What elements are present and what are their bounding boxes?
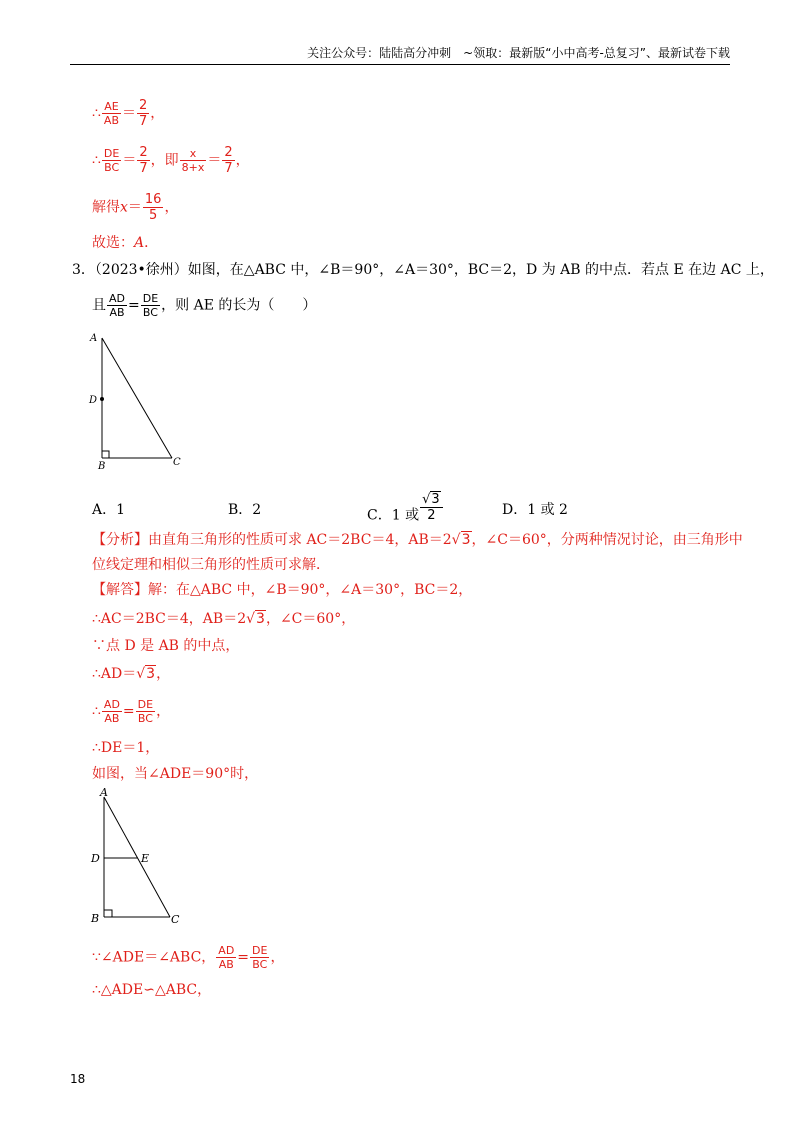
radicand: 3 (146, 666, 156, 682)
denominator: BC (252, 958, 268, 971)
solution-line-5 (92, 698, 170, 725)
numerator: 2 (224, 145, 233, 160)
solution-line-7 (92, 764, 258, 784)
numerator: AD (218, 944, 235, 957)
side-ac (102, 338, 172, 458)
answer-label: 故选： (92, 235, 134, 251)
fraction-sqrt3-2 (420, 492, 443, 523)
denominator: BC (104, 161, 120, 174)
label-b: B (91, 912, 100, 925)
numerator: DE (137, 698, 154, 711)
numerator (420, 492, 443, 508)
solution-line-4 (92, 664, 170, 684)
prev-line-1 (92, 98, 164, 129)
solution-text: ∴DE＝1， (92, 740, 160, 756)
header-text: 关注公众号：陆陆高分冲刺 ~领取：最新版“小中高考-总复习”、最新试卷下载 (307, 46, 730, 60)
label-d: D (89, 395, 98, 406)
period: ． (144, 235, 159, 251)
prev-line-2 (92, 145, 250, 176)
numerator: AE (102, 100, 121, 114)
solution-text-a: ∴AC＝2BC＝4，AB＝2 (92, 611, 247, 627)
analysis-text-c: 位线定理和相似三角形的性质可求解． (92, 557, 330, 573)
solution-line-3 (92, 636, 239, 656)
variable-x: x (120, 199, 128, 216)
numerator: x (180, 147, 207, 161)
fraction-ad-ab (107, 292, 127, 319)
numerator: 16 (144, 192, 162, 207)
fraction-ae-ab (102, 100, 121, 127)
numerator: DE (252, 944, 268, 957)
fraction-ad-ab (102, 698, 122, 725)
label-a: A (100, 786, 108, 799)
fraction-de-bc (136, 698, 155, 725)
therefore-symbol: ∴ (92, 703, 101, 720)
equals: ＝ (127, 199, 142, 216)
denominator: AB (218, 958, 234, 971)
solution-line-8 (92, 944, 284, 971)
connector-text: ，即 (150, 152, 179, 169)
denominator: AB (104, 712, 120, 725)
therefore-symbol: ∴ (92, 105, 101, 122)
radicand: 3 (256, 611, 265, 627)
fraction-de-bc (102, 147, 121, 174)
sqrt-symbol: √3 (422, 492, 440, 507)
analysis-text-b: ，∠C＝60°，分两种情况讨论，由三角形中 (471, 532, 743, 548)
stem-suffix: ，则 AE 的长为（ ） (161, 297, 317, 314)
fraction-2-7 (137, 98, 149, 129)
numerator: DE (142, 292, 159, 305)
option-c (367, 492, 444, 531)
comma: ， (270, 949, 285, 966)
question-3-stem-line-2 (92, 292, 316, 319)
question-3-stem (72, 260, 774, 280)
equals: ＝ (207, 152, 222, 169)
equals: = (128, 297, 140, 314)
numerator: DE (103, 147, 120, 160)
equals: = (122, 703, 135, 720)
denominator: 7 (139, 114, 148, 129)
fraction-16-5 (143, 192, 164, 223)
denominator: 7 (224, 161, 233, 176)
label-e: E (141, 852, 150, 865)
comma: ， (164, 199, 179, 216)
solution-text-b: ， (156, 666, 171, 682)
comma: ， (156, 703, 171, 720)
solution-line-1 (92, 580, 472, 600)
solution-text: ∴△ADE∽△ABC， (92, 982, 212, 998)
solution-text: ∵点 D 是 AB 的中点， (92, 638, 240, 654)
side-ac (104, 797, 170, 917)
sqrt-symbol: √3 (451, 532, 471, 548)
page-header (70, 44, 730, 65)
option-a (92, 500, 125, 520)
right-angle-mark (102, 451, 109, 458)
page-number: 18 (70, 1072, 86, 1086)
option-d (502, 500, 568, 520)
triangle-figure-2 (85, 785, 195, 930)
fraction-2-7 (137, 145, 149, 176)
comma: ， (235, 152, 250, 169)
label-c: C (171, 913, 180, 926)
solution-text-b: ，∠C＝60°， (265, 611, 356, 627)
option-b-text: B．2 (228, 502, 262, 518)
label-c: C (173, 457, 181, 468)
sqrt-symbol: √3 (136, 666, 156, 682)
option-a-text: A．1 (92, 502, 126, 518)
label-d: D (91, 852, 100, 865)
triangle-figure-1 (85, 330, 195, 475)
radicand: 3 (431, 492, 440, 507)
numerator: AD (103, 698, 120, 711)
denominator: AB (109, 306, 125, 319)
option-c-text: C．1 或 (367, 507, 420, 524)
option-d-text: D．1 或 2 (502, 502, 568, 518)
numerator: 2 (139, 98, 148, 113)
denominator: 2 (427, 508, 436, 523)
label-a: A (90, 333, 98, 344)
comma: ， (150, 105, 165, 122)
right-angle-mark (104, 910, 112, 917)
solution-text: ∵∠ADE＝∠ABC， (92, 949, 216, 966)
prev-line-3 (92, 192, 178, 223)
numerator: 2 (139, 145, 148, 160)
analysis-text-a: 【分析】由直角三角形的性质可求 AC＝2BC＝4，AB＝2 (92, 532, 452, 548)
therefore-symbol: ∴ (92, 152, 101, 169)
point-d (100, 397, 104, 401)
question-number: 3． (72, 262, 95, 278)
question-stem-line-1: （2023•徐州）如图，在△ABC 中，∠B＝90°，∠A＝30°，BC＝2，D 为 AB 的中点．若点 E 在边 AC 上， (94, 262, 774, 278)
analysis-line-2 (92, 555, 330, 575)
numerator: AD (109, 292, 125, 305)
equals: ＝ (122, 152, 137, 169)
analysis-line-1 (92, 530, 743, 550)
fraction-de-bc (250, 944, 269, 971)
solution-text: 如图，当∠ADE＝90°时， (92, 766, 259, 782)
label-b: B (98, 461, 106, 472)
denominator: BC (142, 306, 158, 319)
sqrt-symbol: √3 (246, 611, 265, 627)
option-b (228, 500, 261, 520)
equals: = (237, 949, 250, 966)
denominator: 7 (139, 161, 148, 176)
solution-line-6 (92, 738, 159, 758)
prev-line-4 (92, 233, 158, 253)
denominator: 5 (149, 208, 158, 223)
radicand: 3 (461, 532, 471, 548)
equals: ＝ (122, 105, 136, 122)
solution-line-2 (92, 609, 355, 629)
stem-prefix: 且 (92, 297, 106, 314)
denominator: 8+x (181, 161, 205, 174)
fraction-de-bc (141, 292, 160, 319)
solve-text: 解得 (92, 199, 120, 216)
solution-text-a: ∴AD＝ (92, 666, 137, 682)
solution-line-9 (92, 980, 211, 1000)
fraction-x-8x (180, 147, 207, 174)
fraction-ad-ab (216, 944, 236, 971)
denominator: BC (137, 712, 153, 725)
solution-text: 【解答】解：在△ABC 中，∠B＝90°，∠A＝30°，BC＝2， (92, 582, 473, 598)
answer-choice: A (134, 235, 145, 251)
denominator: AB (103, 114, 119, 127)
fraction-2-7 (222, 145, 234, 176)
